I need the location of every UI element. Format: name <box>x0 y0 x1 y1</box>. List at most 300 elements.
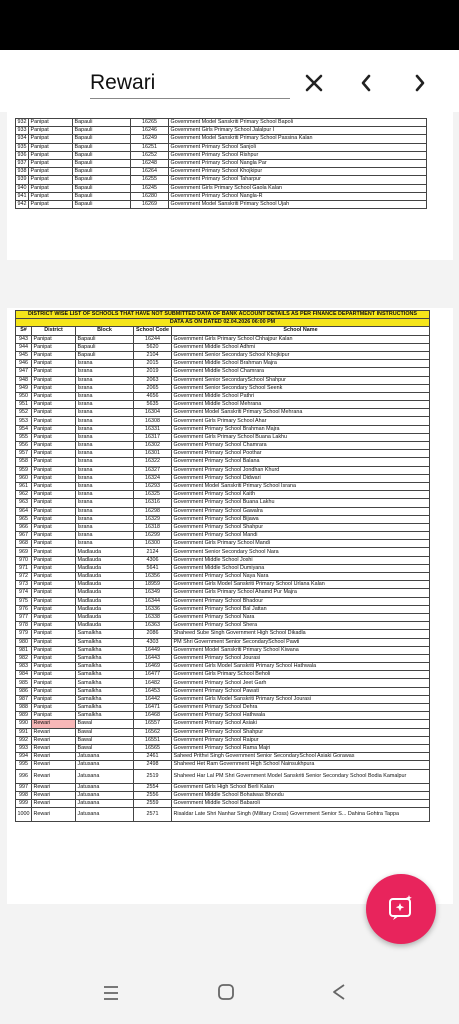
cell-school-code: 16442 <box>134 695 172 703</box>
cell-district: Panipat <box>32 515 76 523</box>
table-row <box>16 679 430 687</box>
cell-district: Panipat <box>32 556 76 564</box>
cell-district: Rewari <box>32 769 76 783</box>
cell-sn: 936 <box>17 151 27 158</box>
cell-school-code: 16299 <box>134 532 172 540</box>
cell-school-name: Government Primary School Nangla Par <box>169 159 427 167</box>
cell-school-code: 16302 <box>134 442 172 450</box>
cell-block: Israna <box>76 433 134 441</box>
cell-sn: 998 <box>16 791 32 799</box>
cell-sn: 983 <box>16 663 32 671</box>
cell-district: Panipat <box>32 679 76 687</box>
cell-district: Panipat <box>32 704 76 712</box>
table-row <box>16 597 430 605</box>
cell-school-name: Shaheed Sube Singh Government High School Dikadla <box>172 630 430 638</box>
cell-block: Israna <box>76 458 134 466</box>
cell-block: Madlauda <box>76 613 134 621</box>
cell-sn: 959 <box>16 466 32 474</box>
cell-school-code: 16471 <box>134 704 172 712</box>
cell-school-name: Government Middle School Adhmi <box>172 343 430 351</box>
cell-school-code: 16336 <box>134 605 172 613</box>
table-row <box>16 200 427 208</box>
cell-district: Panipat <box>32 392 76 400</box>
cell-sn: 961 <box>16 482 32 490</box>
table-row <box>16 119 427 127</box>
header-block: Block <box>76 327 134 335</box>
cell-school-name: Government Primary School Shahpur <box>172 728 430 736</box>
cell-district: Panipat <box>32 687 76 695</box>
cell-block: Samalkha <box>76 687 134 695</box>
cell-district: Panipat <box>32 712 76 720</box>
table-row <box>16 769 430 783</box>
cell-school-code: 16338 <box>134 613 172 621</box>
cell-block: Madlauda <box>76 556 134 564</box>
cell-sn: 988 <box>16 704 32 712</box>
cell-school-name: Government Middle School Joshi <box>172 556 430 564</box>
cell-district: Panipat <box>32 638 76 646</box>
cell-sn: 940 <box>17 184 27 191</box>
cell-sn: 952 <box>16 409 32 417</box>
cell-block: Bapauli <box>73 184 131 192</box>
cell-school-code: 16331 <box>134 425 172 433</box>
table-row <box>16 499 430 507</box>
cell-district: Panipat <box>32 351 76 359</box>
cell-school-code: 2519 <box>134 769 172 783</box>
cell-sn: 975 <box>16 597 32 605</box>
cell-sn: 992 <box>16 736 32 744</box>
cell-school-name: Government Primary School Sanjoli <box>169 143 427 151</box>
cell-school-name: Government Primary School Bhadour <box>172 597 430 605</box>
cell-block: Jatusana <box>76 769 134 783</box>
cell-sn: 937 <box>17 160 27 167</box>
cell-district: Panipat <box>32 695 76 703</box>
cell-district: Panipat <box>32 671 76 679</box>
home-icon[interactable] <box>215 981 237 1003</box>
cell-school-code: 16300 <box>134 540 172 548</box>
cell-school-code: 16453 <box>134 687 172 695</box>
cell-school-code: 16280 <box>131 192 169 200</box>
cell-block: Bapauli <box>73 159 131 167</box>
table-row <box>16 433 430 441</box>
cell-block: Samalkha <box>76 704 134 712</box>
cell-block: Madlauda <box>76 573 134 581</box>
cell-block: Samalkha <box>76 695 134 703</box>
cell-school-code: 16264 <box>131 168 169 176</box>
cell-school-code: 16301 <box>134 450 172 458</box>
cell-block: Israna <box>76 540 134 548</box>
cell-school-code: 16252 <box>131 151 169 159</box>
cell-sn: 981 <box>16 646 32 654</box>
cell-school-name: Government Senior Secondary School Nara <box>172 548 430 556</box>
cell-district: Panipat <box>32 605 76 613</box>
cell-block: Samalkha <box>76 712 134 720</box>
table-row <box>16 343 430 351</box>
cell-sn: 970 <box>16 556 32 564</box>
cell-district: Panipat <box>32 401 76 409</box>
cell-school-code: 16248 <box>131 159 169 167</box>
recent-apps-icon[interactable] <box>100 982 122 1004</box>
table-row <box>16 548 430 556</box>
cell-block: Jatusana <box>76 783 134 791</box>
table-row <box>16 799 430 807</box>
cell-block: Jatusana <box>76 799 134 807</box>
cell-district: Panipat <box>32 630 76 638</box>
cell-district: Panipat <box>32 581 76 589</box>
table-row <box>16 474 430 482</box>
cell-sn: 990 <box>16 720 32 728</box>
cell-sn: 978 <box>16 622 32 630</box>
cell-school-code: 2019 <box>134 368 172 376</box>
cell-sn: 995 <box>16 761 32 769</box>
chevron-right-icon[interactable] <box>410 71 430 95</box>
cell-block: Bawal <box>76 728 134 736</box>
cell-school-code: 16356 <box>134 573 172 581</box>
cell-sn: 977 <box>16 613 32 621</box>
table-row <box>16 630 430 638</box>
cell-district: Panipat <box>32 523 76 531</box>
cell-school-code: 16265 <box>131 119 169 127</box>
cell-block: Madlauda <box>76 589 134 597</box>
cell-school-name: Government Girls High School Berli Kalan <box>172 783 430 791</box>
table-row <box>16 605 430 613</box>
cell-block: Bapauli <box>76 351 134 359</box>
cell-school-code: 16249 <box>131 135 169 143</box>
cell-block: Jatusana <box>76 791 134 799</box>
table-row <box>16 466 430 474</box>
cell-district: Panipat <box>29 127 73 135</box>
table-row <box>16 564 430 572</box>
cell-block: Jatusana <box>76 761 134 769</box>
cell-sn: 954 <box>16 425 32 433</box>
cell-school-code: 16304 <box>134 409 172 417</box>
cell-school-code: 16562 <box>134 728 172 736</box>
cell-block: Bapauli <box>73 192 131 200</box>
cell-school-name: Government Primary School Jondhan Khurd <box>172 466 430 474</box>
cell-school-name: Government Girls Primary School Jalalpur I <box>169 127 427 135</box>
cell-school-name: Government Primary School Jeet Garh <box>172 679 430 687</box>
cell-school-name: Shaheed Har Lal PM Shri Government Model Sanskriti Senior Secondary School Bodia Kamalpur <box>172 769 430 783</box>
cell-school-name: Government Middle School Dumiyana <box>172 564 430 572</box>
table-row <box>16 491 430 499</box>
cell-sn: 996 <box>16 769 32 783</box>
table-header-row <box>16 327 430 335</box>
header-district: District <box>32 327 76 335</box>
cell-district: Panipat <box>32 491 76 499</box>
back-nav-icon[interactable] <box>328 981 350 1003</box>
cell-district: Panipat <box>29 143 73 151</box>
cell-district: Panipat <box>32 466 76 474</box>
table-row <box>16 581 430 589</box>
table-row <box>16 613 430 621</box>
cell-school-name: Government Girls Model Sanskriti Primary School Hathwala <box>172 663 430 671</box>
cell-sn: 986 <box>16 687 32 695</box>
cell-school-name: Government Primary School Hathwala <box>172 712 430 720</box>
cell-block: Madlauda <box>76 581 134 589</box>
cell-block: Madlauda <box>76 564 134 572</box>
cell-school-name: Government Model Sanskriti Primary School Bapoli <box>169 119 427 127</box>
status-bar <box>0 0 459 50</box>
cell-sn: 991 <box>16 728 32 736</box>
cell-school-name: Government Primary School Asiaki <box>172 720 430 728</box>
cell-sn: 964 <box>16 507 32 515</box>
cell-block: Israna <box>76 466 134 474</box>
cell-district: Panipat <box>32 507 76 515</box>
cell-block: Bapauli <box>73 176 131 184</box>
cell-district: Panipat <box>32 564 76 572</box>
cell-block: Israna <box>76 376 134 384</box>
table-row <box>16 376 430 384</box>
cell-school-name: Government Senior Secondary School Khojkipur <box>172 351 430 359</box>
cell-school-name: Government Primary School Nangla-R <box>169 192 427 200</box>
cell-school-name: Government Primary School Bal Jattan <box>172 605 430 613</box>
cell-block: Israna <box>76 425 134 433</box>
cell-district: Panipat <box>32 335 76 343</box>
cell-school-name: Shaheed Het Ram Government High School Nainsukhpura <box>172 761 430 769</box>
cell-block: Bapauli <box>73 127 131 135</box>
school-table-page-2 <box>15 310 430 822</box>
cell-school-name: Government Primary School Gawalra <box>172 507 430 515</box>
cell-school-name: Government Primary School Nara <box>172 613 430 621</box>
cell-school-code: 16246 <box>131 127 169 135</box>
cell-district: Panipat <box>29 184 73 192</box>
table-row <box>16 392 430 400</box>
cell-block: Bapauli <box>76 343 134 351</box>
cell-sn: 944 <box>16 343 32 351</box>
cell-district: Panipat <box>29 200 73 208</box>
cell-district: Rewari <box>32 753 76 761</box>
cell-sn: 989 <box>16 712 32 720</box>
cell-school-name: Government Model Sanskriti Primary School Israna <box>172 482 430 490</box>
table-row <box>16 384 430 392</box>
cell-district: Rewari <box>32 808 76 822</box>
cell-school-code: 16449 <box>134 646 172 654</box>
cell-school-code: 16325 <box>134 491 172 499</box>
table-row <box>16 458 430 466</box>
cell-district: Panipat <box>32 663 76 671</box>
table-row <box>16 753 430 761</box>
table-row <box>16 523 430 531</box>
cell-school-code: 5641 <box>134 564 172 572</box>
cell-school-code: 16317 <box>134 433 172 441</box>
cell-school-name: Government Primary School Shahpur <box>172 523 430 531</box>
cell-block: Samalkha <box>76 630 134 638</box>
table-row <box>16 532 430 540</box>
table-row <box>16 351 430 359</box>
cell-sn: 953 <box>16 417 32 425</box>
system-nav-bar <box>0 962 459 1024</box>
close-icon[interactable] <box>302 71 326 95</box>
cell-block: Israna <box>76 401 134 409</box>
cell-block: Bapauli <box>73 168 131 176</box>
cell-school-name: Government Primary School Naya Nara <box>172 573 430 581</box>
cell-district: Panipat <box>32 417 76 425</box>
cell-sn: 993 <box>16 744 32 752</box>
cell-school-name: Government Girls Primary School Gaola Kalan <box>169 184 427 192</box>
cell-block: Israna <box>76 360 134 368</box>
table-row <box>16 638 430 646</box>
cell-sn: 935 <box>17 143 27 150</box>
cell-block: Samalkha <box>76 679 134 687</box>
table-row <box>16 761 430 769</box>
cell-school-code: 4303 <box>134 638 172 646</box>
cell-sn: 946 <box>16 360 32 368</box>
cell-block: Jatusana <box>76 808 134 822</box>
cell-school-name: Government Middle School Mehrana <box>172 401 430 409</box>
cell-district: Panipat <box>32 532 76 540</box>
ai-assistant-button[interactable] <box>366 874 436 944</box>
chevron-left-icon[interactable] <box>356 71 376 95</box>
pdf-page-1 <box>7 112 453 260</box>
cell-school-name: Government Senior SecondarySchool Shahpur <box>172 376 430 384</box>
table-row <box>16 184 427 192</box>
cell-school-name: Government Primary School Pawati <box>172 687 430 695</box>
table-row <box>16 573 430 581</box>
cell-sn: 938 <box>17 168 27 175</box>
cell-school-name: Government Middle School Chamrara <box>172 368 430 376</box>
cell-sn: 960 <box>16 474 32 482</box>
cell-sn: 982 <box>16 654 32 662</box>
cell-block: Israna <box>76 482 134 490</box>
cell-school-code: 16327 <box>134 466 172 474</box>
cell-sn: 972 <box>16 573 32 581</box>
cell-block: Israna <box>76 384 134 392</box>
cell-school-name: PM Shri Government Senior SecondarySchool Pawti <box>172 638 430 646</box>
cell-school-code: 4656 <box>134 392 172 400</box>
cell-school-code: 16251 <box>131 143 169 151</box>
cell-school-code: 16344 <box>134 597 172 605</box>
cell-sn: 958 <box>16 458 32 466</box>
cell-school-code: 4306 <box>134 556 172 564</box>
cell-block: Bawal <box>76 744 134 752</box>
cell-school-code: 16244 <box>134 335 172 343</box>
cell-school-name: Government Middle School Brahman Majra <box>172 360 430 368</box>
table-row <box>16 159 427 167</box>
table-row <box>16 192 427 200</box>
cell-school-name: Government Primary School Kaith <box>172 491 430 499</box>
cell-sn: 999 <box>16 799 32 807</box>
cell-school-name: Government Primary School Bijawa <box>172 515 430 523</box>
cell-school-name: Government Middle School Bohatwas Bhondu <box>172 791 430 799</box>
cell-district: Panipat <box>29 192 73 200</box>
cell-school-name: Government Girls Primary School Mandi <box>172 540 430 548</box>
cell-sn: 941 <box>17 192 27 199</box>
cell-school-code: 16318 <box>134 523 172 531</box>
table-row <box>16 556 430 564</box>
cell-district: Rewari <box>32 720 76 728</box>
cell-school-code: 5635 <box>134 401 172 409</box>
cell-school-name: Government Primary School Jourasi <box>172 654 430 662</box>
cell-sn: 942 <box>17 200 27 207</box>
table-row <box>16 482 430 490</box>
cell-school-name: Government Model Sanskriti Primary School Kiwana <box>172 646 430 654</box>
cell-block: Israna <box>76 532 134 540</box>
cell-district: Panipat <box>29 159 73 167</box>
cell-school-code: 16349 <box>134 589 172 597</box>
cell-school-code: 16308 <box>134 417 172 425</box>
cell-block: Samalkha <box>76 663 134 671</box>
table-row <box>16 654 430 662</box>
cell-sn: 939 <box>17 176 27 183</box>
cell-school-code: 2104 <box>134 351 172 359</box>
table-row <box>16 663 430 671</box>
cell-block: Israna <box>76 442 134 450</box>
pdf-page-2 <box>7 308 453 904</box>
cell-sn: 945 <box>16 351 32 359</box>
table-row <box>16 622 430 630</box>
cell-sn: 968 <box>16 540 32 548</box>
cell-sn: 966 <box>16 523 32 531</box>
cell-block: Israna <box>76 409 134 417</box>
table-row <box>16 176 427 184</box>
cell-district: Panipat <box>32 384 76 392</box>
cell-district: Panipat <box>32 442 76 450</box>
table-row <box>16 791 430 799</box>
cell-school-name: Government Middle School Pathri <box>172 392 430 400</box>
cell-sn: 985 <box>16 679 32 687</box>
cell-district: Panipat <box>32 654 76 662</box>
cell-district: Panipat <box>32 613 76 621</box>
cell-school-code: 16477 <box>134 671 172 679</box>
cell-school-code: 2554 <box>134 783 172 791</box>
cell-block: Israna <box>76 474 134 482</box>
cell-school-name: Government Girls Primary School Ahamd Pur Majra <box>172 589 430 597</box>
cell-sn: 949 <box>16 384 32 392</box>
cell-block: Madlauda <box>76 605 134 613</box>
table-title: DISTRICT WISE LIST OF SCHOOLS THAT HAVE NOT SUBMITTED DATA OF BANK ACCOUNT DETAILS AS PER FINANCE DEPARTMENT INSTRUCTIONS <box>16 311 430 319</box>
cell-block: Samalkha <box>76 654 134 662</box>
cell-district: Rewari <box>32 783 76 791</box>
cell-district: Panipat <box>32 368 76 376</box>
cell-block: Samalkha <box>76 646 134 654</box>
cell-block: Israna <box>76 499 134 507</box>
cell-district: Rewari <box>32 728 76 736</box>
cell-district: Panipat <box>32 573 76 581</box>
cell-sn: 971 <box>16 564 32 572</box>
cell-block: Israna <box>76 450 134 458</box>
cell-school-name: Government Primary School Raipur <box>172 736 430 744</box>
cell-school-name: Government Primary School Rama Majri <box>172 744 430 752</box>
cell-school-name: Government Primary School Chamrara <box>172 442 430 450</box>
cell-block: Bapauli <box>73 200 131 208</box>
cell-district: Panipat <box>32 425 76 433</box>
cell-school-code: 16245 <box>131 184 169 192</box>
cell-sn: 987 <box>16 695 32 703</box>
cell-block: Bawal <box>76 720 134 728</box>
cell-district: Panipat <box>32 450 76 458</box>
cell-block: Madlauda <box>76 622 134 630</box>
cell-district: Rewari <box>32 761 76 769</box>
cell-school-code: 16557 <box>134 720 172 728</box>
cell-district: Panipat <box>32 376 76 384</box>
table-row <box>16 450 430 458</box>
search-input[interactable]: Rewari <box>90 70 290 99</box>
table-row <box>16 507 430 515</box>
cell-school-code: 2559 <box>134 799 172 807</box>
cell-district: Panipat <box>29 168 73 176</box>
cell-block: Israna <box>76 523 134 531</box>
cell-school-name: Government Primary School Khojkipur <box>169 168 427 176</box>
cell-school-name: Government Girls Primary School Chhajpur Kalan <box>172 335 430 343</box>
cell-sn: 969 <box>16 548 32 556</box>
cell-block: Samalkha <box>76 638 134 646</box>
cell-school-code: 16255 <box>131 176 169 184</box>
cell-sn: 1000 <box>16 808 32 822</box>
header-school-name: School Name <box>172 327 430 335</box>
cell-school-code: 16565 <box>134 744 172 752</box>
cell-block: Bapauli <box>73 119 131 127</box>
cell-school-name: Government Model Sanskriti Primary School Passina Kalan <box>169 135 427 143</box>
table-row <box>16 335 430 343</box>
